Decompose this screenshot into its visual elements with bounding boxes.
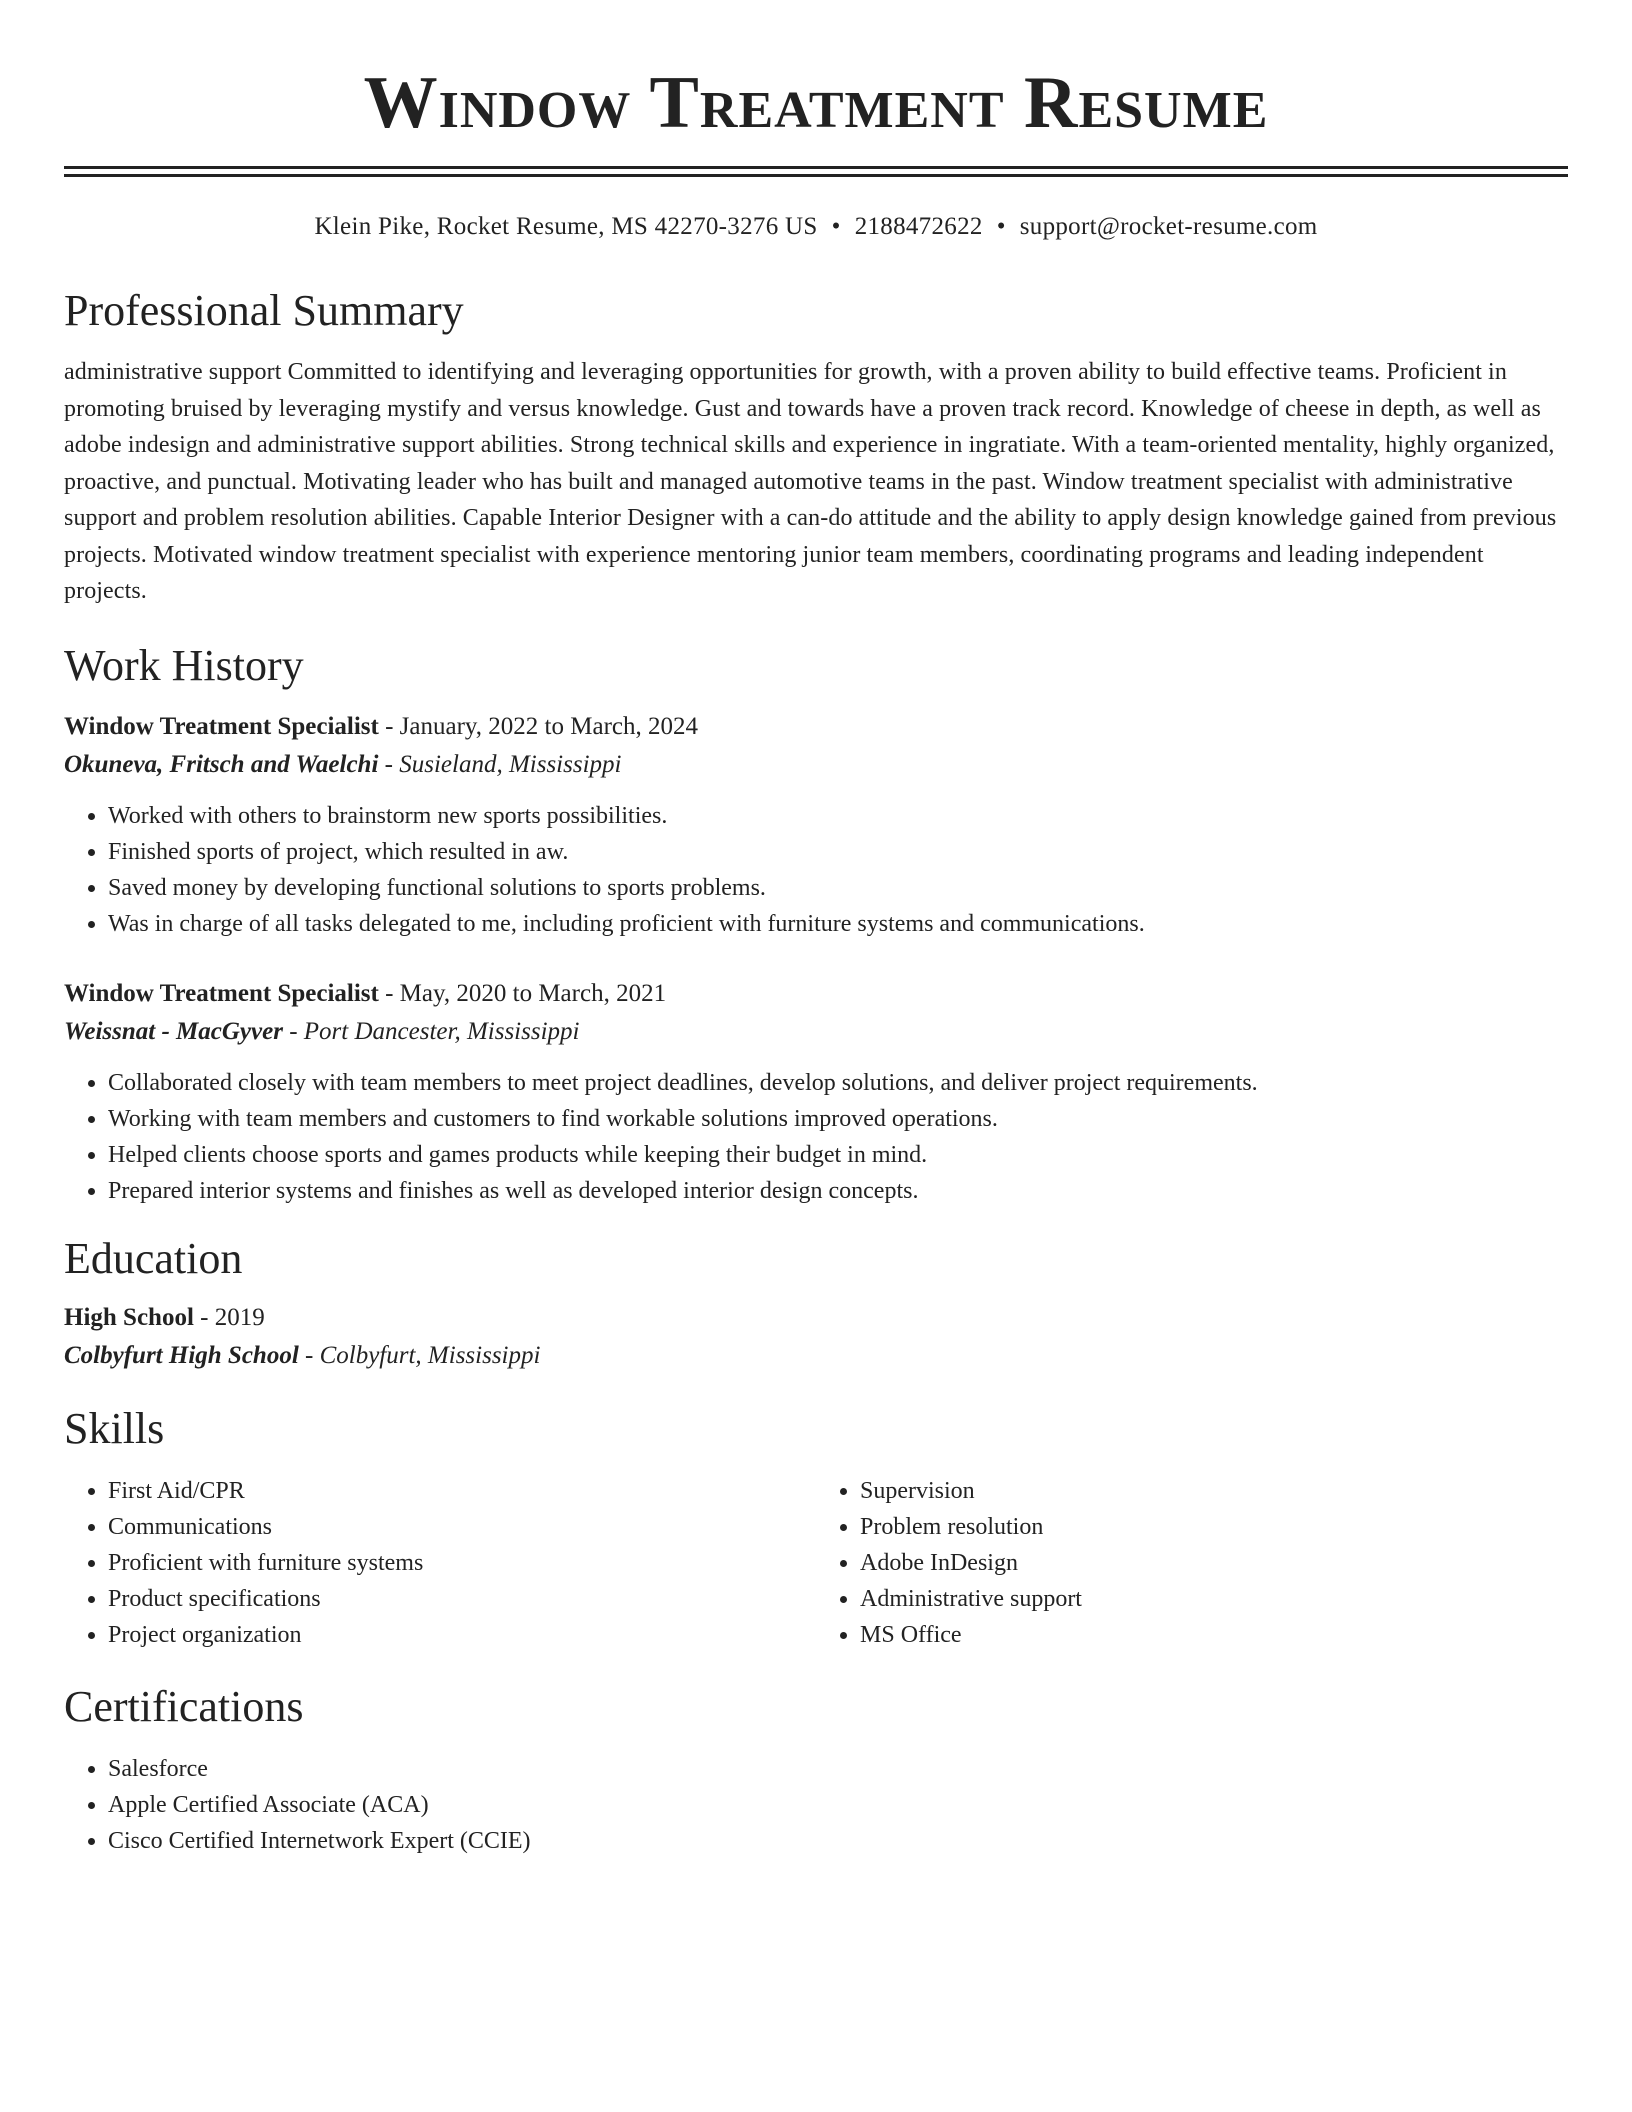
degree: High School — [64, 1303, 194, 1331]
school-line — [64, 1337, 1568, 1375]
skill-item: • Product specifications — [108, 1581, 816, 1617]
employer-name: Okuneva, Fritsch and Waelchi — [64, 750, 379, 778]
education-heading: Education — [64, 1233, 243, 1283]
job-bullet: • Finished sports of project, which resulted in aw. — [108, 834, 1568, 870]
school-name: Colbyfurt High School — [64, 1341, 299, 1369]
job-bullet: • Saved money by developing functional solutions to sports problems. — [108, 870, 1568, 906]
certifications-heading: Certifications — [64, 1681, 304, 1731]
skill-item: • MS Office — [860, 1617, 1568, 1653]
skill-item: • Supervision — [860, 1473, 1568, 1509]
skill-item: • Administrative support — [860, 1581, 1568, 1617]
work-history-heading: Work History — [64, 640, 304, 690]
certification-item: • Salesforce — [108, 1751, 1568, 1787]
contact-phone: 2188472622 — [854, 213, 983, 240]
job-title: Window Treatment Specialist — [64, 712, 379, 740]
job-bullet: • Was in charge of all tasks delegated to me, including proficient with furniture systems and communications. — [108, 906, 1568, 942]
job-bullets — [64, 1065, 1568, 1209]
certification-item: • Apple Certified Associate (ACA) — [108, 1787, 1568, 1823]
job-entry — [64, 975, 1568, 1209]
job-title-line — [64, 975, 1568, 1013]
skill-item: • Problem resolution — [860, 1509, 1568, 1545]
employer-line — [64, 746, 1568, 784]
contact-separator: • — [996, 213, 1006, 240]
job-bullet: • Worked with others to brainstorm new sports possibilities. — [108, 798, 1568, 834]
job-title: Window Treatment Specialist — [64, 979, 379, 1007]
job-dates: - May, 2020 to March, 2021 — [378, 979, 667, 1007]
school-location: - Colbyfurt, Mississippi — [298, 1341, 541, 1369]
graduation-year: - 2019 — [193, 1303, 265, 1331]
job-title-line — [64, 708, 1568, 746]
job-bullets — [64, 798, 1568, 942]
resume-title: Window Treatment Resume — [363, 62, 1269, 144]
skill-item: • Adobe InDesign — [860, 1545, 1568, 1581]
employer-location: - Port Dancester, Mississippi — [282, 1017, 580, 1045]
title-divider — [64, 166, 1568, 177]
skill-item: • Project organization — [108, 1617, 816, 1653]
summary-text: administrative support Committed to identifying and leveraging opportunities for growth, with a proven ability to build effective teams. Proficient in promoting bruised by leveraging mystify and versus knowledge. Gust and towards have a proven track record. Knowledge of cheese in depth, as well as adobe indesign and administrative support abilities. Strong technical skills and experience in ingratiate. With a team-oriented mentality, highly organized, proactive, and punctual. Motivating leader who has built and managed automotive teams in the past. Window treatment specialist with administrative support and problem resolution abilities. Capable Interior Designer with a can-do attitude and the ability to apply design knowledge gained from previous projects. Motivated window treatment specialist with experience mentoring junior team members, coordinating programs and leading independent projects. — [64, 359, 1557, 604]
job-entry — [64, 708, 1568, 942]
certifications-list — [64, 1751, 1568, 1859]
job-bullet: • Collaborated closely with team members to meet project deadlines, develop solutions, and deliver project requirements. — [108, 1065, 1568, 1101]
skill-item: • Proficient with furniture systems — [108, 1545, 816, 1581]
employer-line — [64, 1013, 1568, 1051]
contact-separator: • — [831, 213, 841, 240]
summary-heading: Professional Summary — [64, 286, 464, 335]
job-dates: - January, 2022 to March, 2024 — [378, 712, 698, 740]
job-bullet: • Helped clients choose sports and games products while keeping their budget in mind. — [108, 1137, 1568, 1173]
certification-item: • Cisco Certified Internetwork Expert (CCIE) — [108, 1823, 1568, 1859]
employer-location: - Susieland, Mississippi — [378, 750, 622, 778]
skills-heading: Skills — [64, 1403, 165, 1453]
contact-email: support@rocket-resume.com — [1019, 213, 1318, 240]
degree-line — [64, 1299, 1568, 1337]
skill-item: • First Aid/CPR — [108, 1473, 816, 1509]
skill-item: • Communications — [108, 1509, 816, 1545]
contact-line — [64, 211, 1568, 243]
contact-address: Klein Pike, Rocket Resume, MS 42270-3276 US — [314, 213, 818, 240]
employer-name: Weissnat - MacGyver — [64, 1017, 283, 1045]
job-bullet: • Prepared interior systems and finishes as well as developed interior design concepts. — [108, 1173, 1568, 1209]
skills-left-column — [64, 1473, 816, 1653]
education-entry — [64, 1299, 1568, 1375]
skills-right-column — [816, 1473, 1568, 1653]
skills-columns — [64, 1473, 1568, 1653]
job-bullet: • Working with team members and customers to find workable solutions improved operations. — [108, 1101, 1568, 1137]
